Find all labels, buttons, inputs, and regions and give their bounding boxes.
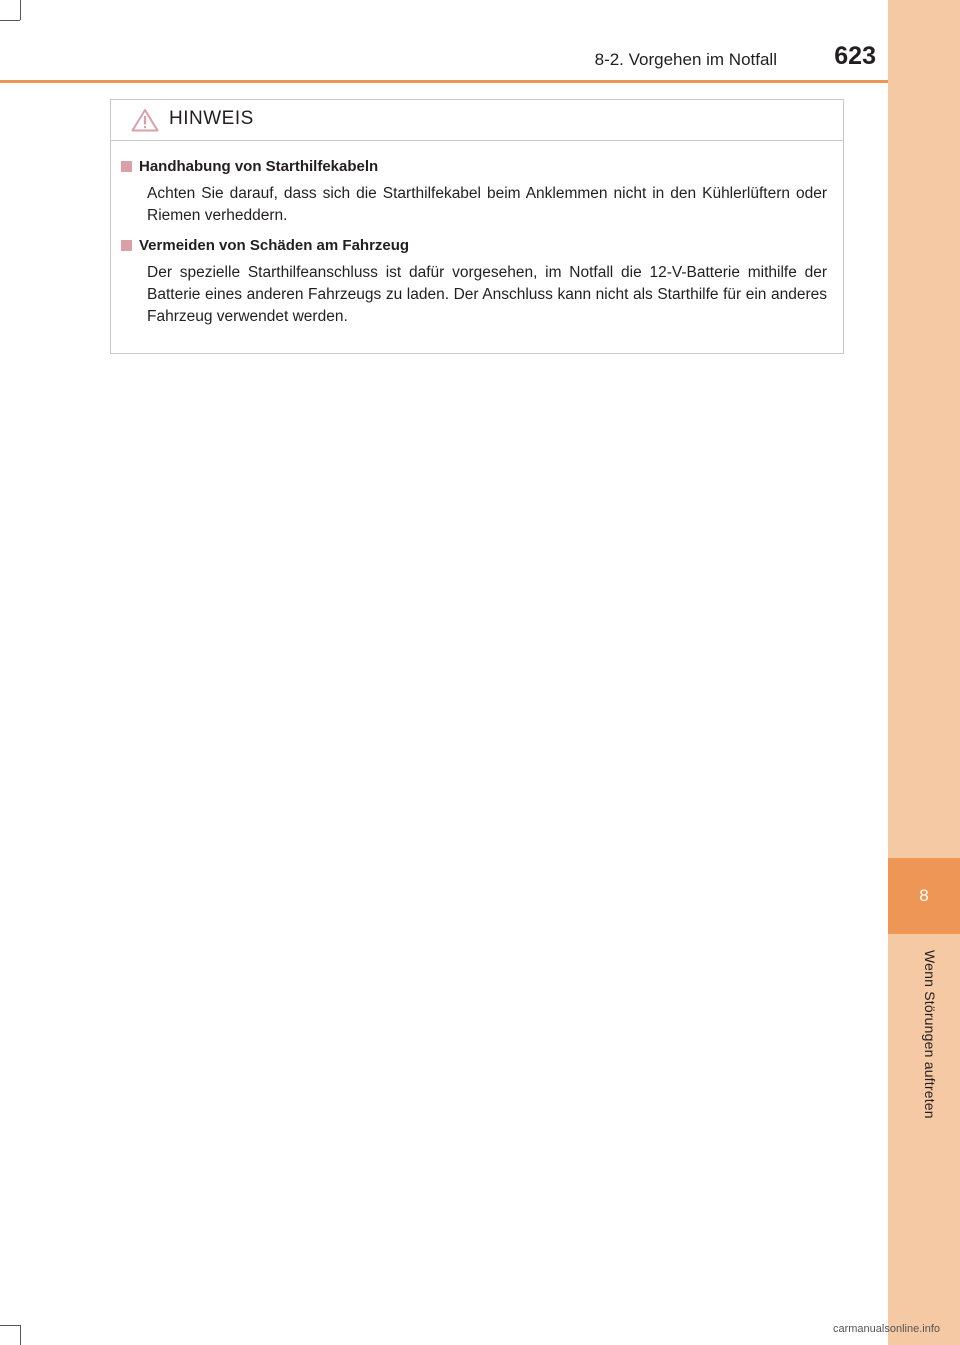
crop-mark — [20, 0, 21, 20]
notice-title: HINWEIS — [169, 108, 254, 129]
notice-box — [110, 99, 844, 354]
notice-item-heading-text: Handhabung von Starthilfekabeln — [139, 158, 379, 175]
section-title: 8-2. Vorgehen im Notfall — [594, 50, 777, 69]
page-number: 623 — [834, 42, 876, 70]
notice-body — [111, 141, 843, 328]
crop-mark — [0, 1325, 20, 1326]
notice-item — [121, 237, 827, 328]
notice-item — [121, 158, 827, 227]
square-bullet-icon — [121, 161, 132, 172]
notice-item-heading — [121, 237, 827, 254]
crop-mark — [0, 20, 20, 21]
watermark: carmanualsonline.info — [832, 1323, 940, 1335]
chapter-number: 8 — [888, 858, 960, 934]
crop-mark — [20, 1325, 21, 1345]
notice-header — [111, 100, 843, 141]
notice-item-text: Der spezielle Starthilfeanschluss ist dafür vorgesehen, im Notfall die 12-V-Batterie mithilfe der Batterie eines anderen Fahrzeugs zu laden. Der Anschluss kann nicht als Starthilfe für ein anderes Fahrzeug verwendet werden. — [147, 264, 827, 325]
notice-item-heading — [121, 158, 827, 175]
notice-item-heading-text: Vermeiden von Schäden am Fahrzeug — [139, 237, 410, 254]
chapter-title: Wenn Störungen auftreten — [922, 950, 938, 1119]
header-rule — [0, 80, 888, 83]
side-tab — [888, 0, 960, 1345]
notice-item-text: Achten Sie darauf, dass sich die Starthilfekabel beim Anklemmen nicht in den Kühlerlüftern oder Riemen verheddern. — [147, 185, 827, 224]
square-bullet-icon — [121, 240, 132, 251]
warning-triangle-icon — [131, 108, 159, 137]
